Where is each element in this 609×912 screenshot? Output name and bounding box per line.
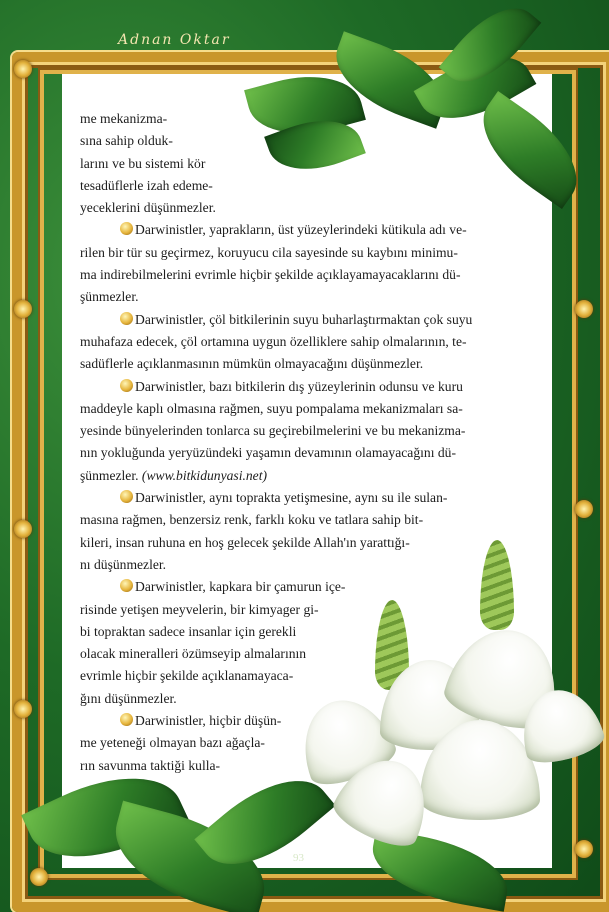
bullet-icon <box>120 222 133 235</box>
page-number: 93 <box>293 852 304 864</box>
bullet-icon <box>120 379 133 392</box>
paragraph: Darwinistler, aynı toprakta yetişmesine, aynı su ile sulan- masına rağmen, benzersiz renk, farklı koku ve tatlara sahip bit- kileri, insan ruhuna en hoş gelecek şekilde Allah'ın yarattığı- nı düşünmezler. <box>80 490 448 572</box>
ornament-icon <box>14 700 32 718</box>
ornament-icon <box>14 60 32 78</box>
ornament-icon <box>575 840 593 858</box>
paragraph: Darwinistler, çöl bitkilerinin suyu buharlaştırmaktan çok suyu muhafaza edecek, çöl ortamına uygun özelliklere sahip olmalarının, te- sadüflerle açıklanmasının mümkün olmayacağını düşünmezler. <box>80 311 473 372</box>
source-reference: (www.bitkidunyasi.net) <box>141 467 268 483</box>
ornament-icon <box>575 500 593 518</box>
author-header: Adnan Oktar <box>118 32 231 48</box>
body-text <box>80 108 535 777</box>
paragraph: Darwinistler, yaprakların, üst yüzeylerindeki kütikula adı ve- rilen bir tür su geçirmez, koruyucu cila sayesinde su kaybını minimu- ma indirebilmelerini evrimle hiçbir şekilde açıklayamayacaklarını dü- şünmezler. <box>80 222 467 305</box>
ornament-icon <box>575 300 593 318</box>
paragraph: Darwinistler, kapkara bir çamurun içe- risinde yetişen meyvelerin, bir kimyager gi- bi topraktan sadece insanlar için gerekli olacak mineralleri özümseyip almalarının evrimle hiçbir şekilde açıklanamayaca- ğını düşünmezler. <box>80 579 346 706</box>
ornament-icon <box>14 520 32 538</box>
ornament-icon <box>30 868 48 886</box>
bullet-icon <box>120 490 133 503</box>
bullet-icon <box>120 713 133 726</box>
bullet-icon <box>120 579 133 592</box>
paragraph: Darwinistler, hiçbir düşün- me yeteneği olmayan bazı ağaçla- rın savunma taktiği kulla- <box>80 713 282 773</box>
paragraph: Darwinistler, bazı bitkilerin dış yüzeylerinin odunsu ve kuru maddeyle kaplı olmasına rağmen, suyu pompalama mekanizmaları sa- yesinde bünyelerinden tonlarca su geçirebilmelerini ve bu mekanizma- nın yokluğunda yeryüzündeki yaşamın devamının olamayacağını dü- şünmezler. (www.bitkidunyasi.net) <box>80 378 466 483</box>
paragraph: me mekanizma- sına sahip olduk- larını ve bu sistemi kör tesadüflerle izah edeme- yeceklerini düşünmezler. <box>80 111 216 216</box>
bullet-icon <box>120 312 133 325</box>
ornament-icon <box>14 300 32 318</box>
